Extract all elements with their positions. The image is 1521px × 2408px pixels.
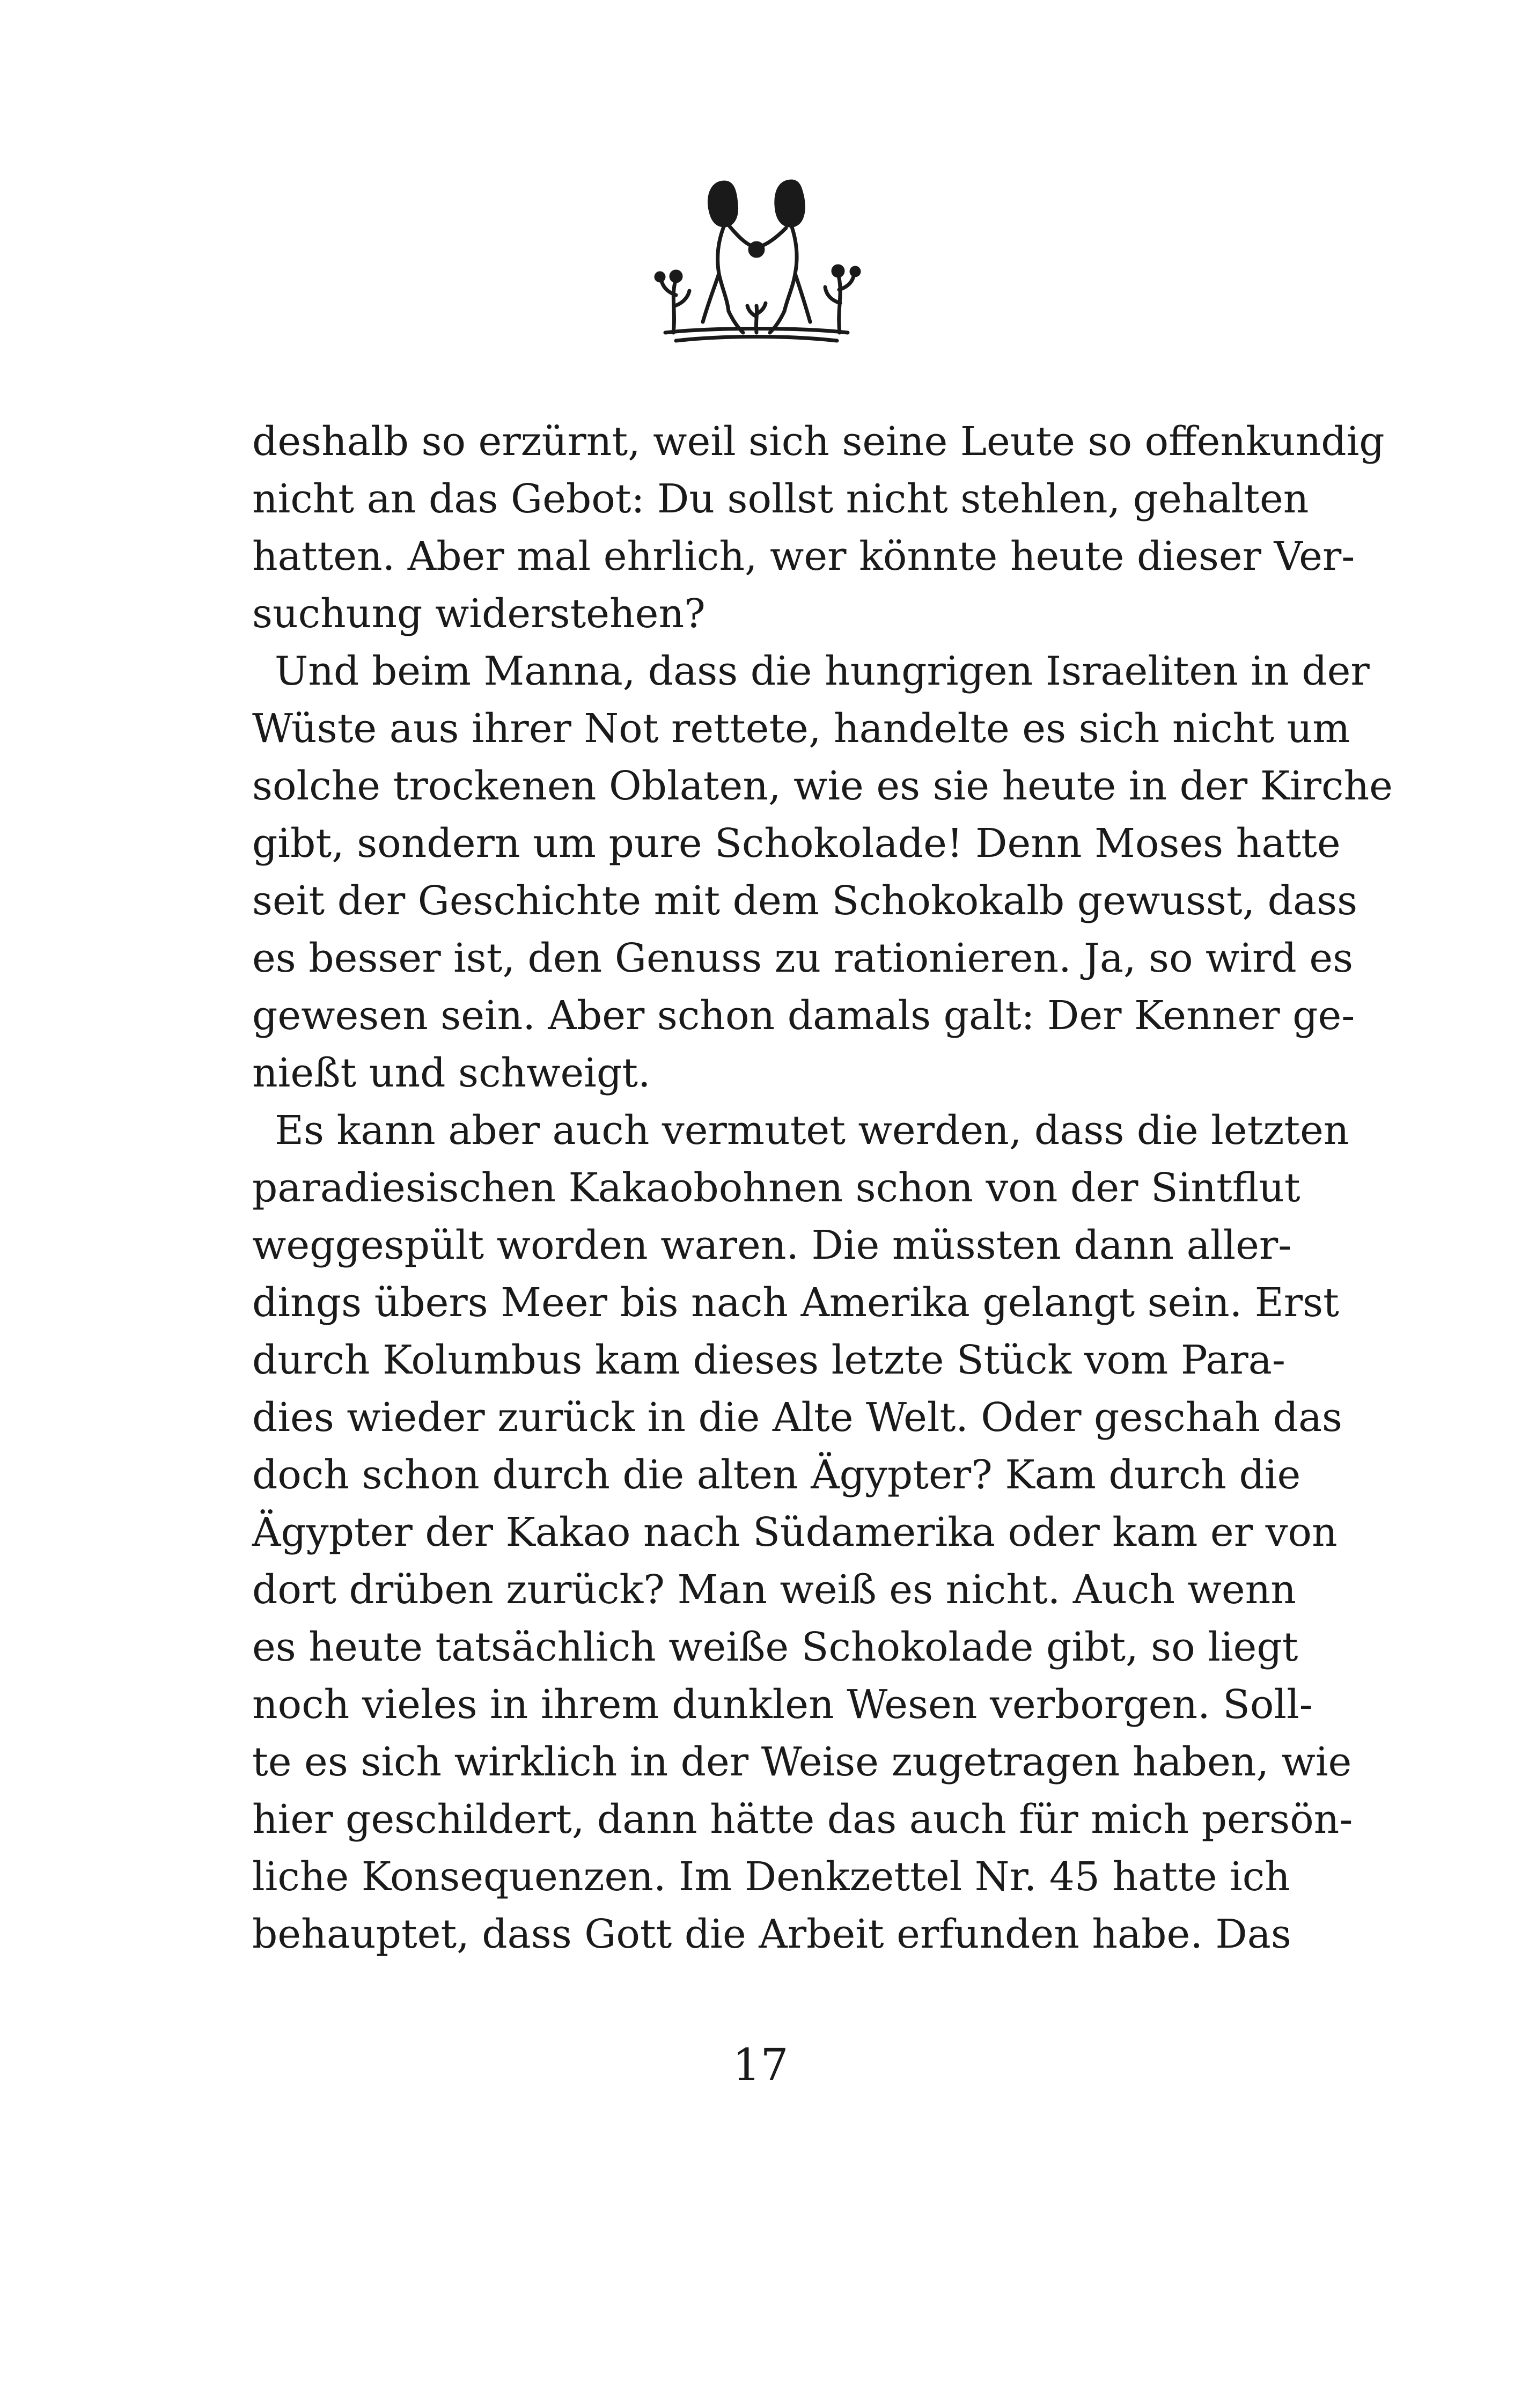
text-line: behauptet, dass Gott die Arbeit erfunden habe. Das — [252, 1911, 1291, 1957]
text-line: liche Konsequenzen. Im Denkzettel Nr. 45 hatte ich — [252, 1854, 1290, 1900]
text-line: doch schon durch die alten Ägypter? Kam durch die — [252, 1452, 1301, 1498]
text-line: seit der Geschichte mit dem Schokokalb gewusst, dass — [252, 878, 1358, 924]
text-line: es heute tatsächlich weiße Schokolade gibt, so liegt — [252, 1624, 1298, 1670]
text-line: te es sich wirklich in der Weise zugetragen haben, wie — [252, 1739, 1352, 1785]
text-line: gibt, sondern um pure Schokolade! Denn Moses hatte — [252, 820, 1341, 867]
text-line: Und beim Manna, dass die hungrigen Israeliten in der — [275, 648, 1370, 694]
text-line: dort drüben zurück? Man weiß es nicht. Auch wenn — [252, 1567, 1296, 1613]
text-line: nießt und schweigt. — [252, 1050, 651, 1096]
text-line: durch Kolumbus kam dieses letzte Stück vom Para- — [252, 1337, 1285, 1383]
text-line: es besser ist, den Genuss zu rationieren. Ja, so wird es — [252, 935, 1354, 981]
page-number: 17 — [732, 2040, 789, 2091]
text-line: suchung widerstehen? — [252, 591, 706, 637]
text-line: Ägypter der Kakao nach Südamerika oder kam er von — [252, 1509, 1338, 1555]
text-line: weggespült worden waren. Die müssten dann aller- — [252, 1222, 1292, 1268]
text-line: nicht an das Gebot: Du sollst nicht stehlen, gehalten — [252, 476, 1309, 522]
text-line: hatten. Aber mal ehrlich, wer könnte heute dieser Ver- — [252, 533, 1355, 579]
text-line: Es kann aber auch vermutet werden, dass die letzten — [275, 1107, 1349, 1154]
text-line: deshalb so erzürnt, weil sich seine Leute so offenkundig — [252, 419, 1385, 465]
text-line: Wüste aus ihrer Not rettete, handelte es sich nicht um — [252, 706, 1350, 752]
text-line: hier geschildert, dann hätte das auch für mich persön- — [252, 1796, 1353, 1842]
text-line: dies wieder zurück in die Alte Welt. Oder geschah das — [252, 1394, 1343, 1441]
text-line: gewesen sein. Aber schon damals galt: Der Kenner ge- — [252, 993, 1355, 1039]
text-line: dings übers Meer bis nach Amerika gelangt sein. Erst — [252, 1280, 1339, 1326]
paragraph — [252, 1102, 1353, 1963]
paragraph — [252, 643, 1393, 1102]
text-line: solche trockenen Oblaten, wie es sie heute in der Kirche — [252, 763, 1393, 809]
body-text — [252, 413, 1393, 1963]
paragraph — [252, 413, 1385, 643]
text-line: noch vieles in ihrem dunklen Wesen verborgen. Soll- — [252, 1682, 1313, 1728]
adam-and-eve-woodcut-icon — [644, 172, 869, 349]
text-line: paradiesischen Kakaobohnen schon von der Sintflut — [252, 1165, 1300, 1211]
